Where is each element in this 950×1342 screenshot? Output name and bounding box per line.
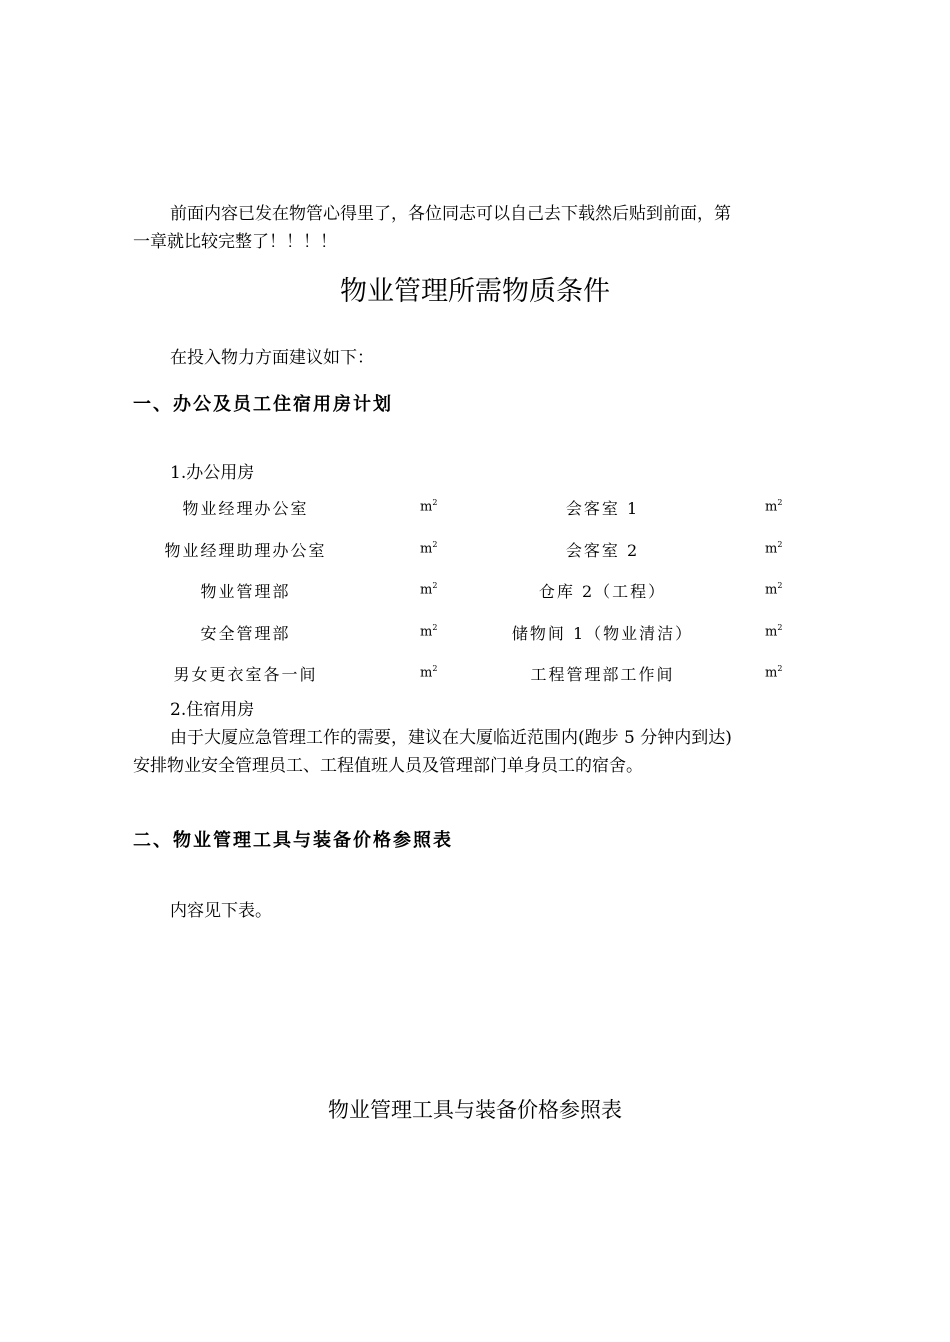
room-name: 会客室 2 — [565, 541, 640, 560]
area-unit: $m^2$ — [420, 664, 438, 681]
lead-paragraph: 在投入物力方面建议如下： — [170, 348, 374, 368]
room-name: 安全管理部 — [200, 624, 291, 643]
area-unit: $m^2$ — [765, 540, 783, 557]
area-unit: $m^2$ — [765, 581, 783, 598]
room-name: 会客室 1 — [565, 499, 640, 518]
area-unit: $m^2$ — [765, 498, 783, 515]
room-name: 物业经理助理办公室 — [164, 541, 327, 560]
dormitory-line-2: 安排物业安全管理员工、工程值班人员及管理部门单身员工的宿舍。 — [133, 756, 643, 776]
room-name: 物业管理部 — [200, 582, 291, 601]
subsection-office-rooms: 1.办公用房 — [170, 463, 255, 483]
section-1-heading: 一、办公及员工住宿用房计划 — [133, 394, 393, 415]
page-title: 物业管理所需物质条件 — [340, 276, 610, 307]
dormitory-line-1: 由于大厦应急管理工作的需要，建议在大厦临近范围内(跑步 5 分钟内到达) — [170, 728, 732, 748]
room-name: 男女更衣室各一间 — [173, 665, 318, 684]
room-name: 仓库 2（工程） — [538, 582, 667, 601]
room-name: 储物间 1（物业清洁） — [511, 624, 694, 643]
area-unit: $m^2$ — [420, 623, 438, 640]
area-unit: $m^2$ — [420, 581, 438, 598]
area-unit: $m^2$ — [765, 664, 783, 681]
area-unit: $m^2$ — [420, 498, 438, 515]
room-name: 工程管理部工作间 — [530, 665, 675, 684]
intro-line-1: 前面内容已发在物管心得里了，各位同志可以自己去下载然后贴到前面，第 — [170, 204, 731, 224]
area-unit: $m^2$ — [765, 623, 783, 640]
room-name: 物业经理办公室 — [182, 499, 309, 518]
intro-line-2: 一章就比较完整了！！！！ — [133, 232, 337, 252]
table-title: 物业管理工具与装备价格参照表 — [328, 1098, 622, 1122]
area-unit: $m^2$ — [420, 540, 438, 557]
subsection-dormitory: 2.住宿用房 — [170, 700, 255, 720]
section-2-text: 内容见下表。 — [170, 901, 272, 921]
section-2-heading: 二、物业管理工具与装备价格参照表 — [133, 830, 453, 851]
